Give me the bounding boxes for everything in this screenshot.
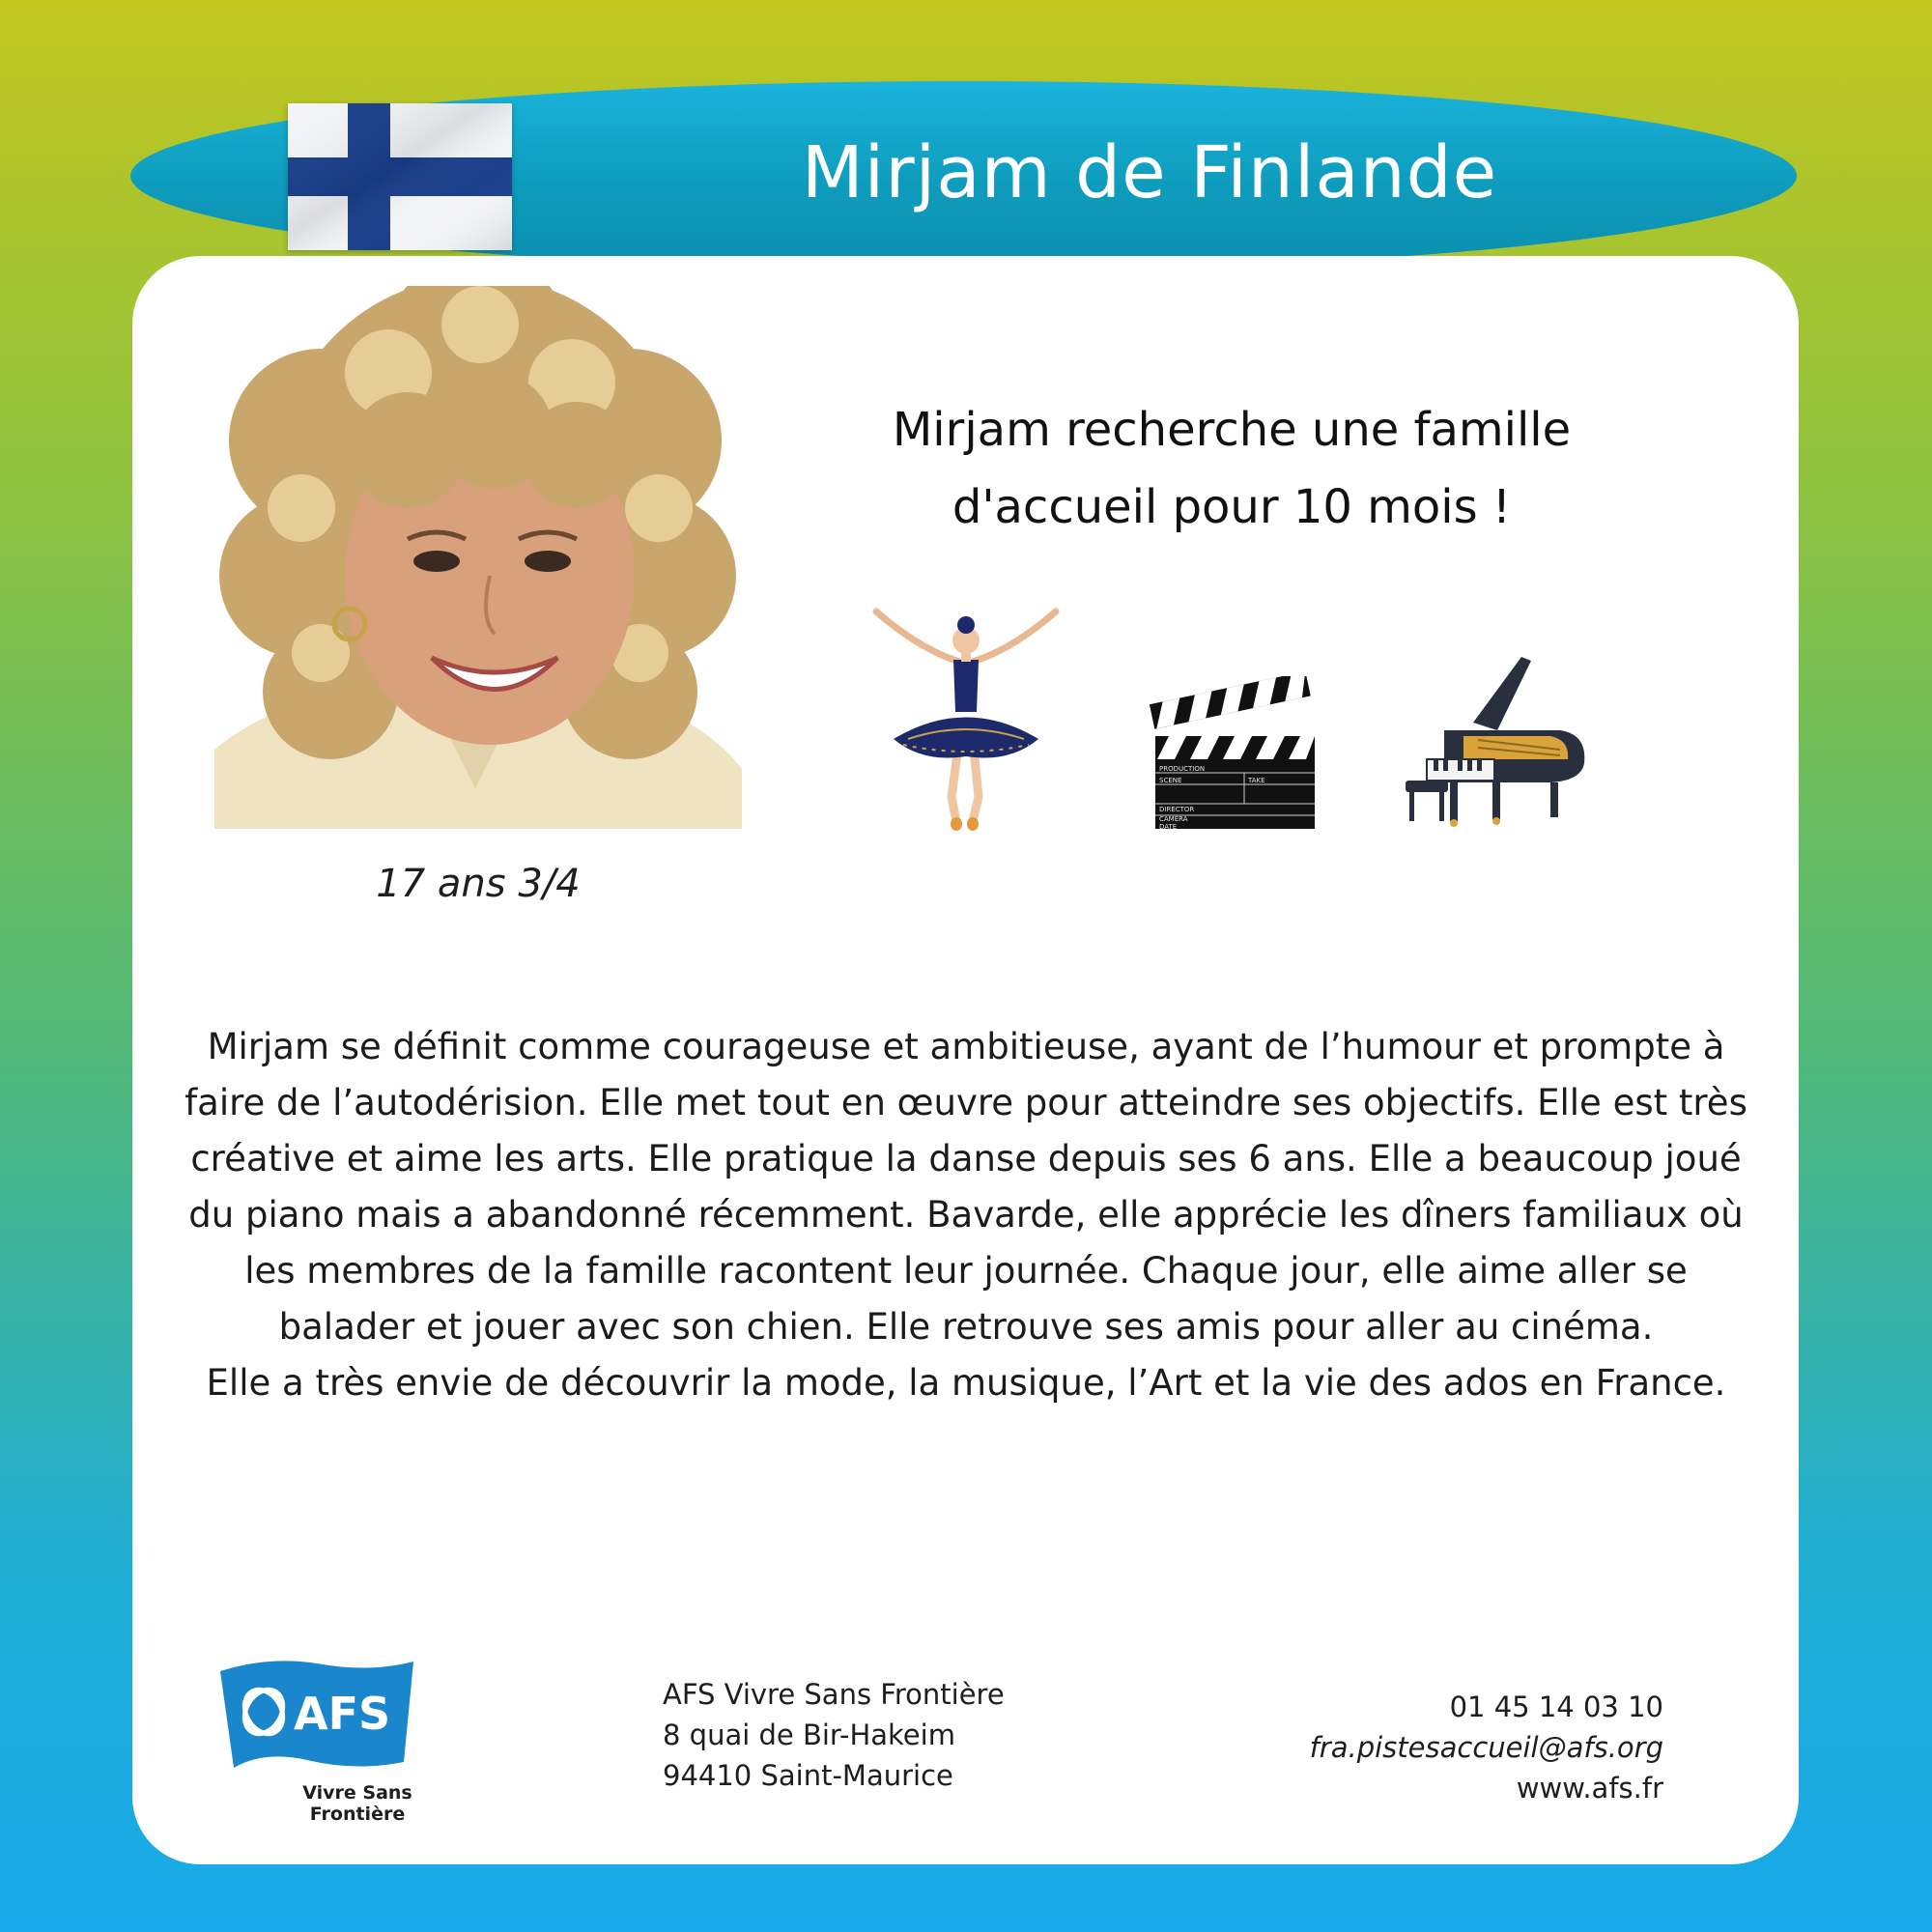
clapper-camera-label: CAMERA: [1159, 815, 1188, 823]
logo-line1: Vivre Sans: [302, 1782, 412, 1804]
website-link[interactable]: www.afs.fr: [1516, 1772, 1663, 1804]
headline: Mirjam recherche une famille d'accueil pour 10 mois !: [892, 403, 1572, 534]
logo-text: AFS: [294, 1688, 391, 1740]
page-title: Mirjam de Finlande: [801, 131, 1498, 214]
portrait-photo: [214, 286, 742, 829]
ballerina-icon: [865, 604, 1067, 831]
description-paragraph: Mirjam se définit comme courageuse et ambitieuse, ayant de l’humour et prompte à faire de l’autodérision. Elle met tout en œuvre pour atteindre ses objectifs. Elle est très créative et aime les arts. Elle pratique la danse depuis ses 6 ans. Elle a beaucoup joué du piano mais a abandonné récemment. Bavarde, elle apprécie les dîners familiaux où les membres de la famille racontent leur journée. Chaque jour, elle aime aller se balader et jouer avec son chien. Elle retrouve ses amis pour aller au cinéma.: [185, 1026, 1747, 1348]
contact-info: [1179, 1687, 1663, 1808]
logo-line2: Frontière: [309, 1804, 406, 1825]
clapper-director-label: DIRECTOR: [1159, 806, 1195, 813]
address-line-city: 94410 Saint-Maurice: [663, 1759, 953, 1792]
clapper-production-label: PRODUCTION: [1159, 765, 1206, 773]
phone-number[interactable]: 01 45 14 03 10: [1449, 1690, 1663, 1723]
afs-logo: [211, 1654, 421, 1830]
address-line-organisation: AFS Vivre Sans Frontière: [663, 1678, 1005, 1711]
email-link[interactable]: fra.pistesaccueil@afs.org: [1309, 1731, 1663, 1764]
profile-description: [179, 1019, 1753, 1411]
age-label: 17 ans 3/4: [376, 862, 581, 906]
clapperboard-icon: [1148, 676, 1317, 831]
address-line-street: 8 quai de Bir-Hakeim: [663, 1719, 955, 1751]
clapper-date-label: DATE: [1159, 823, 1178, 831]
grand-piano-icon: [1406, 655, 1589, 827]
clapper-scene-label: SCENE: [1159, 777, 1182, 784]
clapper-take-label: TAKE: [1248, 777, 1265, 784]
finland-flag-icon: [288, 103, 512, 250]
description-paragraph: Elle a très envie de découvrir la mode, la musique, l’Art et la vie des ados en France.: [206, 1362, 1726, 1404]
postal-address: [663, 1674, 1107, 1796]
